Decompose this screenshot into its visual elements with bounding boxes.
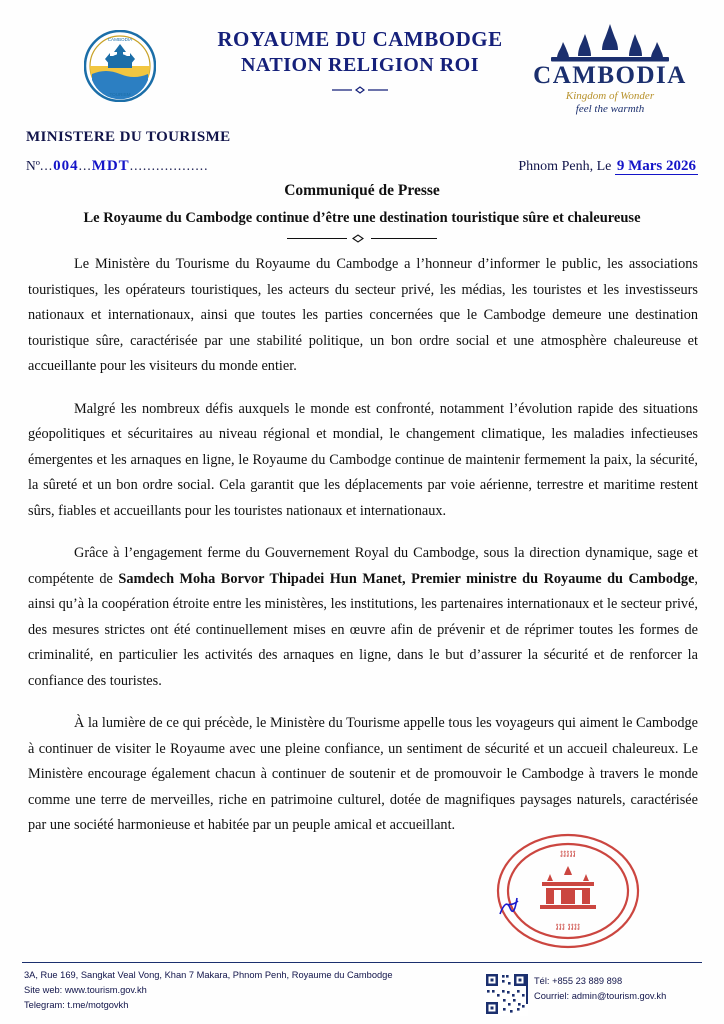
angkor-wat-icon: [545, 22, 675, 62]
footer-address: 3A, Rue 169, Sangkat Veal Vong, Khan 7 Makara, Phnom Penh, Royaume du Cambodge: [24, 970, 393, 980]
document-title: Le Royaume du Cambodge continue d’être une destination touristique sûre et chaleureuse: [83, 210, 641, 226]
reference-label: Nº: [26, 158, 40, 173]
footer-divider: [22, 962, 702, 963]
paragraph-2: Malgré les nombreux défis auxquels le monde est confronté, notamment l’évolution rapide des situations géopolitiques et sécuritaires au niveau régional et mondial, le changement climatique, les maladies infectieuses émergentes et les arnaques en ligne, le Royaume du Cambodge continue de maintenir fermement la paix, la sécurité, la sûreté et un bon ordre social. Cela garantit que les déplacements par voie aérienne, terrestre et maritime restent sûrs, fiables et accueillants pour les touristes nationaux et internationaux.: [28, 400, 698, 519]
dateline-le: Le: [596, 159, 612, 174]
svg-text:រររ ររររ: រររ ររររ: [555, 922, 581, 933]
footer-telegram[interactable]: Telegram: t.me/motgovkh: [24, 1000, 129, 1010]
paragraph-3-after: , ainsi qu’à la coopération étroite entre les ministères, les institutions, les partenaires internationaux et le secteur privé, des mesures strictes ont été continuellement mises en œuvre afin de prévenir et de réprimer toutes les formes de criminalité, en particulier les activités des arnaques en ligne, dans le but d’assurer la sécurité et de renforcer la confiance des touristes.: [28, 570, 698, 689]
svg-text:CAMBODIA: CAMBODIA: [107, 37, 133, 42]
paragraph-3: [28, 541, 698, 694]
footer-email[interactable]: Courriel: admin@tourism.gov.kh: [534, 991, 667, 1001]
brand-wordmark: CAMBODIA: [533, 62, 687, 89]
brand-tagline-2: feel the warmth: [575, 103, 645, 115]
reference-number-line: Nº...004...MDT..................: [26, 158, 209, 174]
document-title-block: [26, 182, 698, 243]
ministry-name: MINISTERE DU TOURISME: [26, 129, 231, 145]
reference-number-value: 004: [53, 158, 79, 174]
footer-contact-divider: [526, 974, 528, 1004]
title-rule-ornament: [287, 234, 437, 243]
brand-tagline-1: Kingdom of Wonder: [565, 90, 655, 102]
cambodia-brand-logo: [530, 22, 690, 115]
paragraph-3-before: Grâce à l’engagement ferme du Gouvernement Royal du Cambodge, sous la direction dynamique, sage et compétente de: [28, 545, 698, 587]
reference-dots: ..................: [129, 158, 209, 173]
footer-website[interactable]: Site web: www.tourism.gov.kh: [24, 985, 147, 995]
dateline: [518, 158, 698, 175]
dateline-date: 9 Mars 2026: [616, 158, 696, 174]
prime-minister-name: Samdech Moha Borvor Thipadei Hun Manet, Premier ministre du Royaume du Cambodge: [118, 570, 695, 587]
country-titles: [170, 26, 550, 94]
reference-number-suffix: MDT: [91, 158, 130, 174]
qr-code-icon: [484, 972, 528, 1016]
title-divider-ornament: [330, 86, 390, 94]
svg-text:TOURISM: TOURISM: [109, 92, 131, 97]
handwritten-signature: [496, 890, 526, 920]
footer-address-block: [24, 968, 393, 1013]
dateline-place: Phnom Penh,: [518, 159, 594, 174]
footer-tel: Tél: +855 23 889 898: [534, 976, 623, 986]
ministry-emblem-icon: [84, 30, 156, 102]
document-kicker: Communiqué de Presse: [284, 182, 440, 199]
svg-text:រររររ: រររររ: [560, 849, 576, 860]
country-title-line1: ROYAUME DU CAMBODGE: [217, 27, 503, 51]
document-header: [0, 0, 724, 120]
document-body: [28, 252, 698, 856]
footer-contact-block: [534, 974, 702, 1004]
country-title-line2: NATION RELIGION ROI: [240, 54, 480, 77]
paragraph-4: À la lumière de ce qui précède, le Ministère du Tourisme appelle tous les voyageurs qui aiment le Cambodge à continuer de visiter le Royaume avec une pleine confiance, un sentiment de sécurité et un accueil chaleureux. Le Ministère encourage également chacun à continuer de soutenir et de promouvoir le Cambodge à travers le monde comme une terre de merveilles, riche en patrimoine culturel, dotée de magnifiques paysages naturels, caractérisée par une société harmonieuse et habitée par un peuple amical et accueillant.: [28, 715, 698, 833]
paragraph-1: Le Ministère du Tourisme du Royaume du Cambodge a l’honneur d’informer le public, les associations touristiques, les opérateurs touristiques, les acteurs du secteur privé, les médias, les touristes et les investisseurs nationaux et internationaux, ainsi que toutes les parties concernées que le Cambodge demeure une destination touristique sûre, caractérisée par une stabilité politique, un bon ordre social et une atmosphère chaleureuse et accueillante pour les visiteurs du monde entier.: [28, 256, 698, 374]
